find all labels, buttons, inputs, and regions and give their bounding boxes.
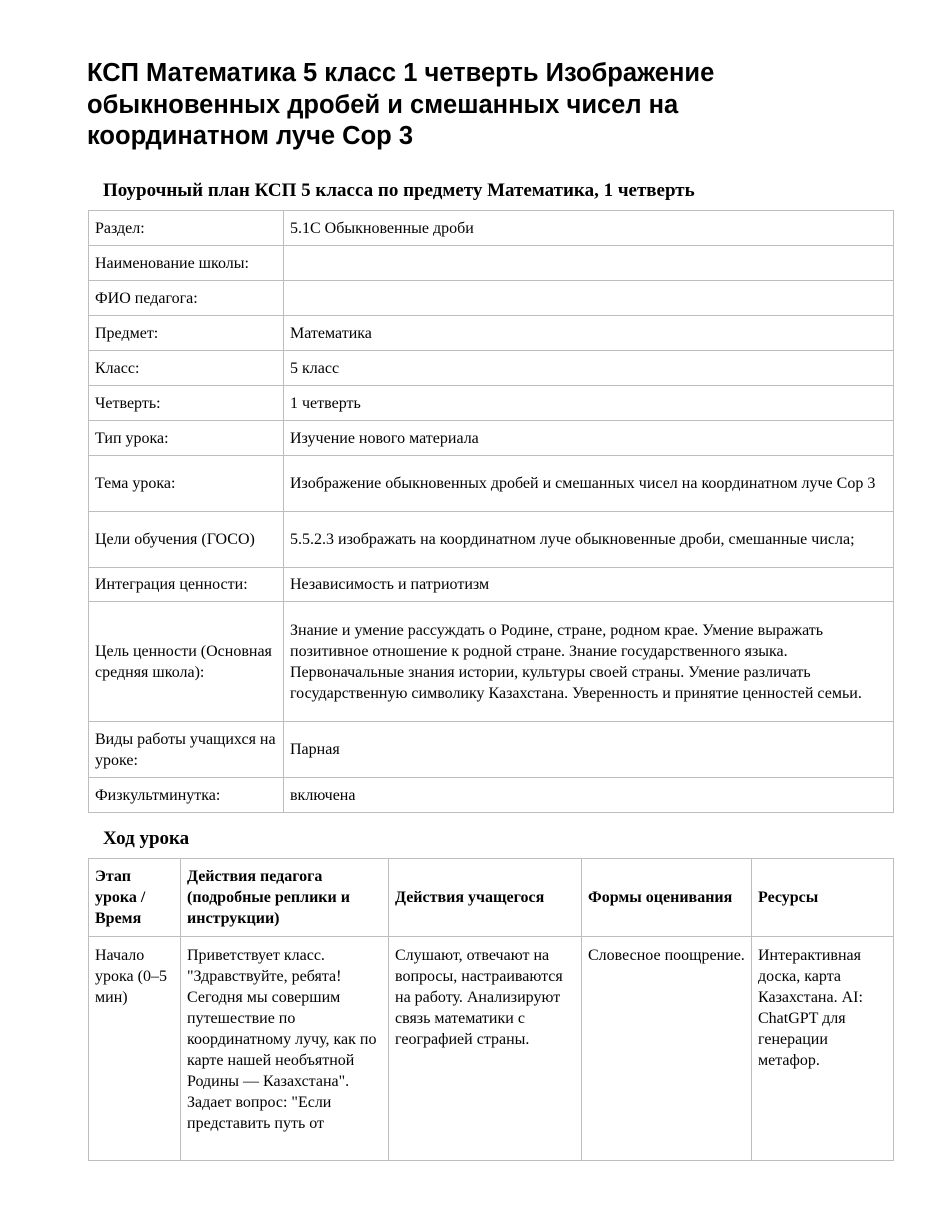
table-row [89,602,894,722]
info-value: включена [284,778,894,813]
column-header-resources: Ресурсы [752,859,894,937]
table-row [89,568,894,602]
table-row [89,456,894,512]
info-value: Изображение обыкновенных дробей и смешанных чисел на координатном луче Сор 3 [284,456,894,512]
assessment-cell: Словесное поощрение. [582,937,752,1161]
lesson-info-table [88,210,894,813]
info-label: Цели обучения (ГОСО) [89,512,284,568]
info-value [284,246,894,281]
table-row [89,722,894,778]
info-label: Тема урока: [89,456,284,512]
table-row [89,316,894,351]
table-row [89,778,894,813]
teacher-actions-text: Приветствует класс. "Здравствуйте, ребята! Сегодня мы совершим путешествие по координатному лучу, как по карте нашей необъятной Родины — Казахстана". Задает вопрос: "Если представить путь от [187,947,377,1132]
table-row [89,281,894,316]
info-label: Цель ценности (Основная средняя школа): [89,602,284,722]
table-header-row [89,859,894,937]
info-label: Класс: [89,351,284,386]
info-value: 5.1С Обыкновенные дроби [284,211,894,246]
page-title: КСП Математика 5 класс 1 четверть Изображение обыкновенных дробей и смешанных чисел на координатном луче Сор 3 [87,59,715,150]
info-label: Наименование школы: [89,246,284,281]
table-row [89,421,894,456]
table-row [89,512,894,568]
column-header-teacher-actions: Действия педагога (подробные реплики и инструкции) [181,859,389,937]
info-value: Парная [284,722,894,778]
info-label: Интеграция ценности: [89,568,284,602]
info-value: Независимость и патриотизм [284,568,894,602]
info-label: Физкультминутка: [89,778,284,813]
column-header-stage: Этап урока / Время [89,859,181,937]
column-header-student-actions: Действия учащегося [389,859,582,937]
teacher-actions-cell [181,937,389,1161]
info-value: 5.5.2.3 изображать на координатном луче обыкновенные дроби, смешанные числа; [284,512,894,568]
info-value: 5 класс [284,351,894,386]
table-row [89,386,894,421]
table-row [89,246,894,281]
info-label: Виды работы учащихся на уроке: [89,722,284,778]
stage-cell: Начало урока (0–5 мин) [89,937,181,1161]
info-label: ФИО педагога: [89,281,284,316]
table-row [89,937,894,1161]
info-label: Раздел: [89,211,284,246]
info-value: Математика [284,316,894,351]
info-value: 1 четверть [284,386,894,421]
lesson-plan-subtitle: Поурочный план КСП 5 класса по предмету Математика, 1 четверть [103,180,695,201]
info-label: Четверть: [89,386,284,421]
resources-cell: Интерактивная доска, карта Казахстана. AI: ChatGPT для генерации метафор. [752,937,894,1161]
info-value [284,281,894,316]
lesson-flow-table [88,858,894,1161]
table-row [89,351,894,386]
student-actions-cell: Слушают, отвечают на вопросы, настраиваются на работу. Анализируют связь математики с географией страны. [389,937,582,1161]
info-value: Знание и умение рассуждать о Родине, стране, родном крае. Умение выражать позитивное отношение к родной стране. Знание государственного языка. Первоначальные знания истории, культуры своей страны. Умение различать государственную символику Казахстана. Уверенность и принятие ценностей семьи. [284,602,894,722]
column-header-assessment: Формы оценивания [582,859,752,937]
table-row [89,211,894,246]
info-label: Тип урока: [89,421,284,456]
lesson-flow-heading: Ход урока [103,828,190,849]
info-value: Изучение нового материала [284,421,894,456]
info-label: Предмет: [89,316,284,351]
